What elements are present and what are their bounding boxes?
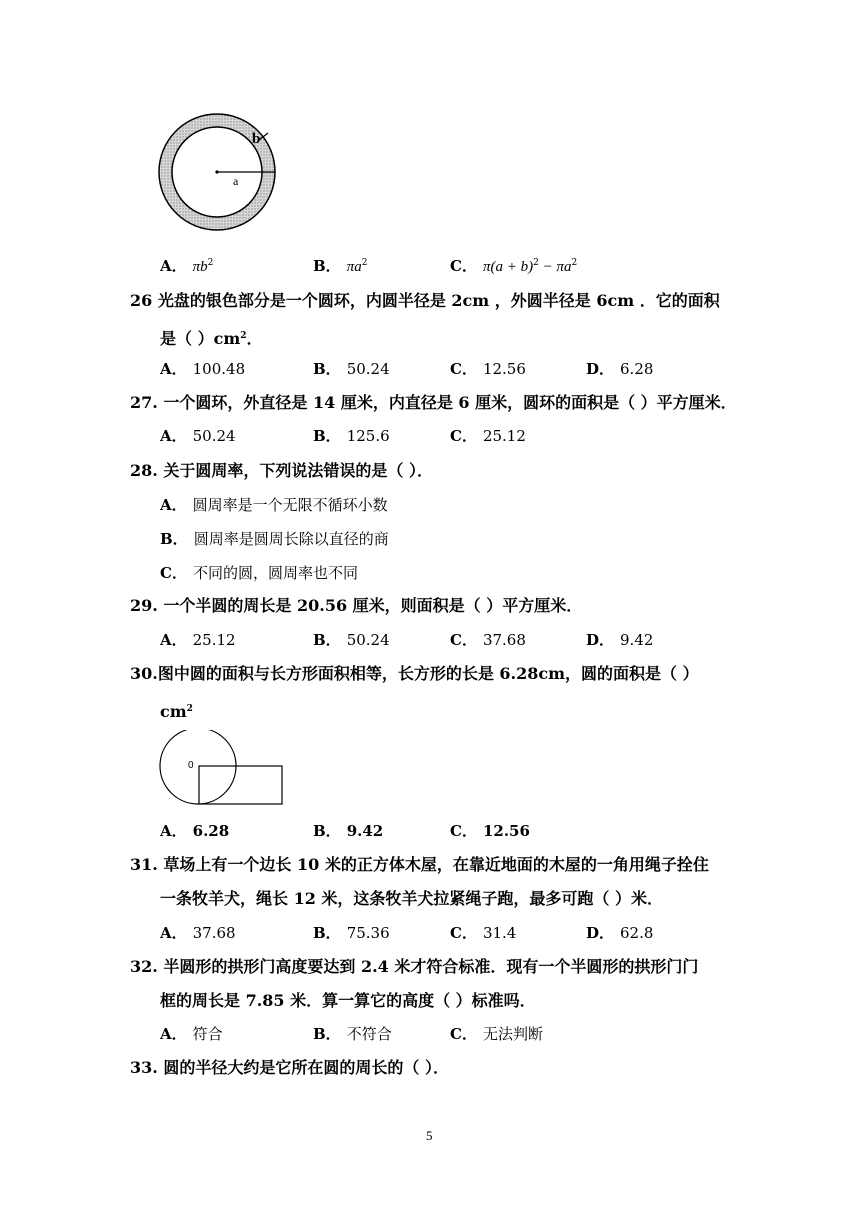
option-formula: πb xyxy=(192,259,208,275)
q30-line2-sup: 2 xyxy=(186,704,193,714)
q25-option-c[interactable] xyxy=(450,252,577,278)
option-letter: A． xyxy=(160,496,187,514)
q31-option-d[interactable] xyxy=(586,922,653,944)
option-letter: A． xyxy=(160,631,187,649)
option-text: 圆周率是一个无限不循环小数 xyxy=(192,496,388,514)
option-exponent: 2 xyxy=(361,258,368,268)
q26-option-d[interactable] xyxy=(586,358,653,380)
q26-line2-text: 是（ ）cm xyxy=(160,329,241,348)
option-letter: A． xyxy=(160,257,187,275)
q26-line1: 26 光盘的银色部分是一个圆环，内圆半径是 2cm ，外圆半径是 6cm ．它的面积 xyxy=(130,291,720,310)
q29-option-b[interactable] xyxy=(313,629,390,651)
option-exponent: 2 xyxy=(533,258,539,268)
q30-option-c[interactable] xyxy=(450,820,530,842)
option-formula: πa xyxy=(346,259,362,275)
q32-line2: 框的周长是 7.85 米．算一算它的高度（ ）标准吗． xyxy=(160,991,536,1010)
q27-option-a[interactable] xyxy=(160,425,236,447)
option-text: 6.28 xyxy=(620,360,654,378)
q29-text: 29. 一个半圆的周长是 20.56 厘米，则面积是（ ）平方厘米． xyxy=(130,596,583,615)
option-letter: B． xyxy=(313,257,341,275)
option-letter: C． xyxy=(450,427,477,445)
q31-option-a[interactable] xyxy=(160,922,236,944)
q27-option-b[interactable] xyxy=(313,425,390,447)
option-text: 9.42 xyxy=(346,822,384,840)
option-text: 12.56 xyxy=(482,360,526,378)
option-letter: D． xyxy=(586,924,615,942)
fig-circle xyxy=(160,730,236,804)
q30-line2-text: cm xyxy=(160,702,187,721)
q30-line1: 30.图中圆的面积与长方形面积相等，长方形的长是 6.28cm，圆的面积是（ ） xyxy=(130,664,699,683)
option-letter: C． xyxy=(450,822,477,840)
option-text: 6.28 xyxy=(192,822,230,840)
q30-option-b[interactable] xyxy=(313,820,383,842)
option-letter: B． xyxy=(313,631,341,649)
option-letter: B． xyxy=(160,530,188,548)
fig-rectangle xyxy=(199,766,282,804)
option-letter: B． xyxy=(313,360,341,378)
option-letter: C． xyxy=(450,631,477,649)
option-letter: D． xyxy=(586,360,615,378)
option-text: 37.68 xyxy=(482,631,526,649)
option-letter: B． xyxy=(313,924,341,942)
option-formula-2: − πa xyxy=(538,259,572,275)
option-letter: A． xyxy=(160,822,187,840)
q31-line2: 一条牧羊犬，绳长 12 米，这条牧羊犬拉紧绳子跑，最多可跑（ ）米． xyxy=(160,889,663,908)
option-exponent-2: 2 xyxy=(571,258,578,268)
q26-option-b[interactable] xyxy=(313,358,390,380)
q29-option-a[interactable] xyxy=(160,629,236,651)
option-letter: C． xyxy=(450,924,477,942)
q25-option-a[interactable] xyxy=(160,252,213,278)
option-text: 不符合 xyxy=(346,1025,392,1043)
q30-option-a[interactable] xyxy=(160,820,229,842)
q27-option-c[interactable] xyxy=(450,425,526,447)
option-text: 25.12 xyxy=(482,427,526,445)
option-letter: A． xyxy=(160,924,187,942)
option-text: 50.24 xyxy=(346,360,390,378)
q32-option-b[interactable] xyxy=(313,1023,392,1045)
option-text: 31.4 xyxy=(482,924,517,942)
option-text: 62.8 xyxy=(620,924,654,942)
q28-option-c[interactable] xyxy=(160,562,358,584)
q30-line2 xyxy=(160,698,193,723)
option-letter: B． xyxy=(313,1025,341,1043)
option-text: 符合 xyxy=(192,1025,223,1043)
q26-option-a[interactable] xyxy=(160,358,245,380)
option-letter: A． xyxy=(160,360,187,378)
q26-line2 xyxy=(160,325,263,350)
q32-line1: 32. 半圆形的拱形门高度要达到 2.4 米才符合标准．现有一个半圆形的拱形门门 xyxy=(130,957,699,976)
page-number: 5 xyxy=(426,1128,433,1143)
q32-option-c[interactable] xyxy=(450,1023,543,1045)
q26-line2-end: ． xyxy=(246,329,263,348)
option-text: 37.68 xyxy=(192,924,236,942)
q33-text: 33. 圆的半径大约是它所在圆的周长的（ ）． xyxy=(130,1058,449,1077)
option-text: 50.24 xyxy=(192,427,236,445)
q25-option-b[interactable] xyxy=(313,252,367,278)
q31-line1: 31. 草场上有一个边长 10 米的正方体木屋，在靠近地面的木屋的一角用绳子拴住 xyxy=(130,855,709,874)
fig-center-label: 0 xyxy=(188,760,194,771)
option-text: 100.48 xyxy=(192,360,246,378)
option-exponent: 2 xyxy=(207,258,214,268)
q31-option-b[interactable] xyxy=(313,922,390,944)
option-letter: C． xyxy=(450,257,477,275)
label-b: b xyxy=(252,131,261,147)
option-letter: B． xyxy=(313,427,341,445)
q28-text: 28. 关于圆周率，下列说法错误的是（ ）． xyxy=(130,461,433,480)
option-text: 75.36 xyxy=(346,924,390,942)
option-text: 50.24 xyxy=(346,631,390,649)
ring-figure xyxy=(155,112,283,232)
option-text: 12.56 xyxy=(482,822,530,840)
q26-option-c[interactable] xyxy=(450,358,526,380)
option-formula: π(a + b) xyxy=(482,259,534,275)
option-letter: D． xyxy=(586,631,615,649)
circle-rectangle-figure xyxy=(158,730,288,808)
option-letter: C． xyxy=(450,1025,477,1043)
q29-option-c[interactable] xyxy=(450,629,526,651)
option-text: 无法判断 xyxy=(482,1025,543,1043)
label-a: a xyxy=(233,174,239,188)
option-text: 9.42 xyxy=(620,631,654,649)
option-text: 125.6 xyxy=(346,427,390,445)
option-letter: B． xyxy=(313,822,341,840)
option-text: 不同的圆，圆周率也不同 xyxy=(192,564,358,582)
option-letter: A． xyxy=(160,427,187,445)
q32-option-a[interactable] xyxy=(160,1023,223,1045)
option-text: 圆周率是圆周长除以直径的商 xyxy=(193,530,389,548)
option-text: 25.12 xyxy=(192,631,236,649)
option-letter: C． xyxy=(450,360,477,378)
q28-option-a[interactable] xyxy=(160,494,388,516)
q29-option-d[interactable] xyxy=(586,629,653,651)
option-letter: A． xyxy=(160,1025,187,1043)
q26-line2-sup: 2 xyxy=(240,331,247,341)
q27-text: 27. 一个圆环，外直径是 14 厘米，内直径是 6 厘米，圆环的面积是（ ）平方厘米． xyxy=(130,393,737,412)
q28-option-b[interactable] xyxy=(160,528,389,550)
q31-option-c[interactable] xyxy=(450,922,516,944)
option-letter: C． xyxy=(160,564,187,582)
